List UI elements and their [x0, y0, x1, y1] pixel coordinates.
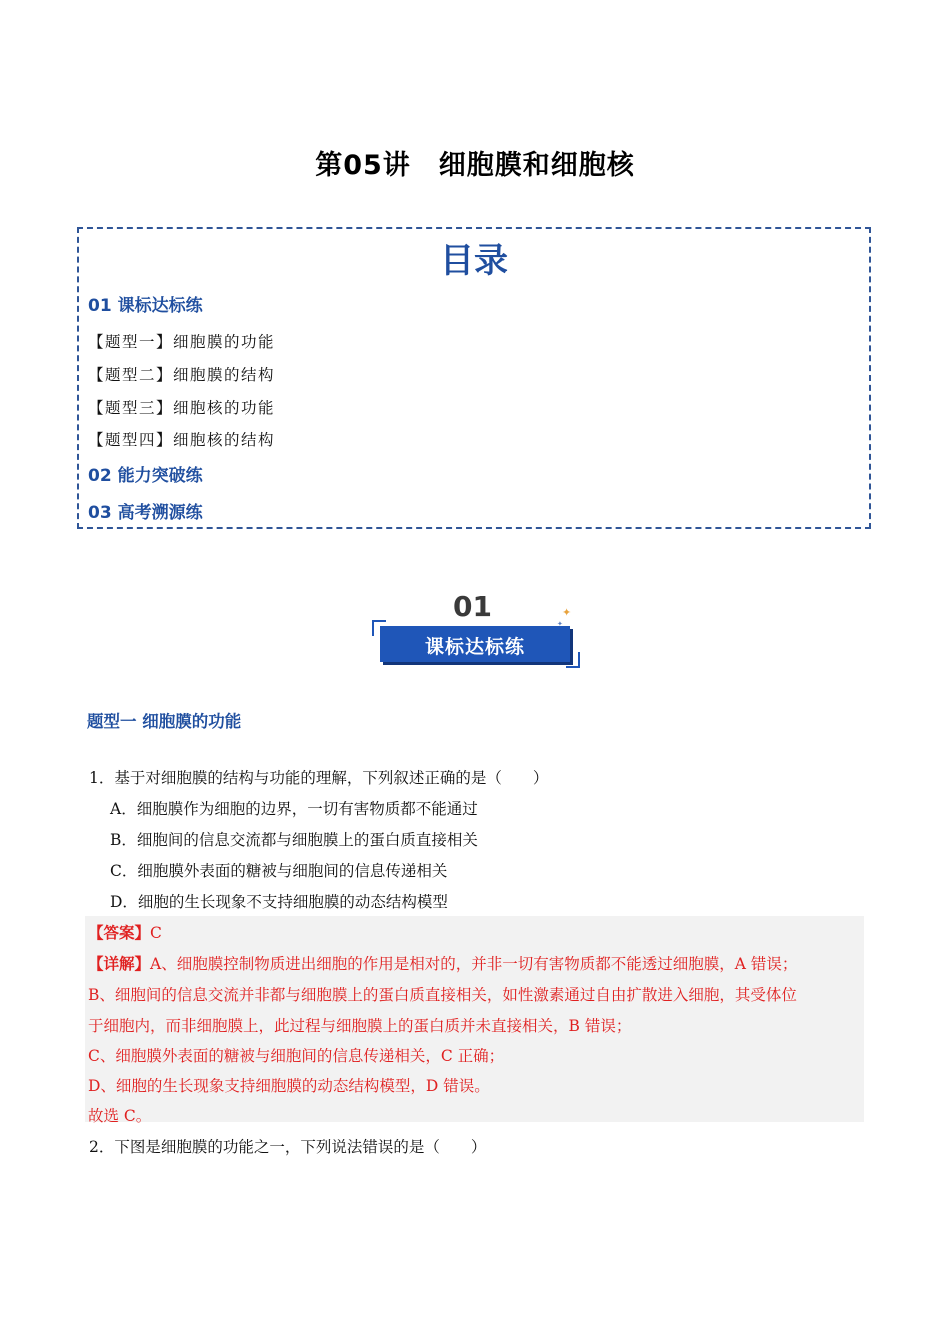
explain-text-1: A、细胞膜控制物质进出细胞的作用是相对的，并非一切有害物质都不能透过细胞膜，A 错误；: [150, 955, 798, 973]
question-1-stem: 1．基于对细胞膜的结构与功能的理解，下列叙述正确的是（ ）: [89, 769, 549, 787]
toc-item-type3[interactable]: 【题型三】细胞核的功能: [88, 399, 276, 417]
option-c: C．细胞膜外表面的糖被与细胞间的信息传递相关: [110, 862, 448, 880]
toc-item-type2[interactable]: 【题型二】细胞膜的结构: [88, 366, 276, 384]
sparkle-small-icon: ✦: [557, 620, 563, 628]
toc-section-3[interactable]: 03 高考溯源练: [88, 503, 203, 523]
toc-item-type4[interactable]: 【题型四】细胞核的结构: [88, 431, 276, 449]
question-2-stem: 2．下图是细胞膜的功能之一，下列说法错误的是（ ）: [89, 1138, 487, 1156]
option-a: A．细胞膜作为细胞的边界，一切有害物质都不能通过: [110, 800, 478, 818]
explain-line-2: B、细胞间的信息交流并非都与细胞膜上的蛋白质直接相关，如性激素通过自由扩散进入细胞，其受体位: [88, 986, 797, 1004]
explain-line-5: D、细胞的生长现象支持细胞膜的动态结构模型，D 错误。: [88, 1077, 490, 1095]
answer-tag: 【答案】: [88, 923, 151, 942]
sparkle-icon: ✦: [562, 606, 572, 619]
answer-value: C: [150, 924, 162, 942]
type-title: 题型一 细胞膜的功能: [87, 712, 242, 731]
explain-line-1: [88, 952, 797, 974]
option-d: D．细胞的生长现象不支持细胞膜的动态结构模型: [110, 893, 448, 911]
option-b: B．细胞间的信息交流都与细胞膜上的蛋白质直接相关: [110, 831, 478, 849]
toc-item-type1[interactable]: 【题型一】细胞膜的功能: [88, 333, 276, 351]
section-badge: [370, 590, 582, 672]
toc-section-2[interactable]: 02 能力突破练: [88, 466, 203, 486]
toc-section-1[interactable]: 01 课标达标练: [88, 296, 203, 316]
table-of-contents: [77, 227, 871, 529]
answer-box: [85, 916, 864, 1125]
toc-heading: 目录: [440, 241, 508, 281]
explain-line-3: 于细胞内，而非细胞膜上，此过程与细胞膜上的蛋白质并未直接相关，B 错误；: [88, 1017, 632, 1035]
page-title: 第05讲 细胞膜和细胞核: [315, 150, 635, 181]
explain-line-4: C、细胞膜外表面的糖被与细胞间的信息传递相关，C 正确；: [88, 1047, 505, 1065]
badge-number: 01: [453, 590, 492, 623]
explain-line-6: 故选 C。: [88, 1107, 152, 1125]
badge-label: 课标达标练: [424, 636, 525, 658]
answer-line: [88, 921, 162, 943]
explain-tag: 【详解】: [88, 954, 151, 973]
